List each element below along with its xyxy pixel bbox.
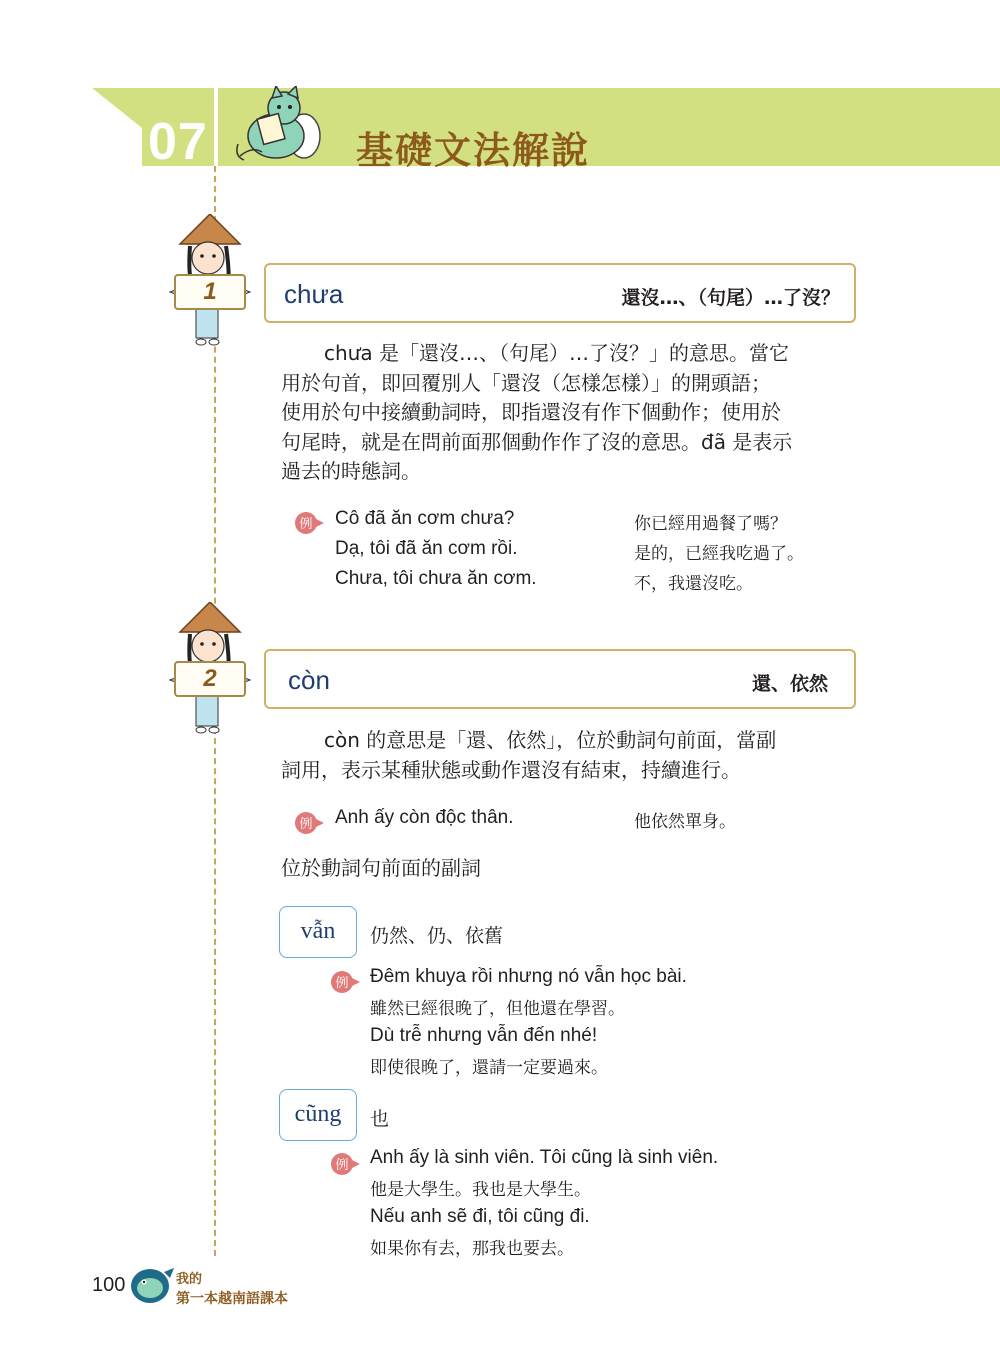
section-number-card: 2 bbox=[174, 661, 246, 697]
example-vietnamese: Anh ấy là sinh viên. Tôi cũng là sinh viên. bbox=[370, 1147, 719, 1168]
lesson-title: 基礎文法解說 bbox=[356, 129, 590, 172]
page-number: 100 bbox=[92, 1274, 126, 1296]
example-chinese: 不，我還沒吃。 bbox=[634, 574, 753, 594]
grammar-meaning: 還、依然 bbox=[751, 673, 828, 695]
example-chinese: 他依然單身。 bbox=[634, 812, 736, 832]
example-icon bbox=[330, 1152, 360, 1176]
grammar-word: chưa bbox=[284, 279, 344, 309]
example-chinese: 即使很晚了，還請一定要過來。 bbox=[370, 1058, 608, 1078]
example-vietnamese: Dạ, tôi đã ăn cơm rồi. bbox=[335, 538, 518, 559]
explanation-line: 句尾時，就是在問前面那個動作作了沒的意思。đã 是表示 bbox=[281, 429, 793, 454]
grammar-word: còn bbox=[288, 665, 330, 695]
cat-reading-icon bbox=[232, 86, 324, 166]
example-vietnamese: Anh ấy còn độc thân. bbox=[335, 807, 514, 828]
example-chinese: 你已經用過餐了嗎？ bbox=[634, 514, 787, 534]
example-chinese: 是的，已經我吃過了。 bbox=[634, 544, 804, 564]
adverb-meaning: 也 bbox=[370, 1108, 390, 1130]
example-icon bbox=[330, 970, 360, 994]
example-chinese: 雖然已經很晚了，但他還在學習。 bbox=[370, 999, 625, 1019]
example-vietnamese: Cô đã ăn cơm chưa? bbox=[335, 508, 515, 529]
explanation-line: 過去的時態詞。 bbox=[281, 459, 421, 483]
example-icon bbox=[294, 811, 324, 835]
adverb-meaning: 仍然、仍、依舊 bbox=[370, 925, 504, 947]
adverb-word-box: vẫn bbox=[279, 906, 357, 958]
svg-text:例: 例 bbox=[335, 976, 349, 991]
explanation-line: 用於句首，即回覆別人「還沒（怎樣怎樣）」的開頭語； bbox=[281, 370, 771, 395]
svg-text:例: 例 bbox=[299, 517, 313, 532]
lesson-number: 07 bbox=[148, 113, 208, 171]
example-vietnamese: Dù trễ nhưng vẫn đến nhé! bbox=[370, 1025, 598, 1046]
explanation-paragraph bbox=[281, 339, 853, 487]
grammar-section-header bbox=[264, 649, 856, 709]
fish-logo-icon bbox=[128, 1264, 176, 1306]
explanation-line: 詞用，表示某種狀態或動作還沒有結束，持續進行。 bbox=[281, 757, 741, 782]
svg-text:例: 例 bbox=[299, 817, 313, 832]
explanation-paragraph bbox=[281, 726, 853, 785]
adverb-word-box: cũng bbox=[279, 1089, 357, 1141]
example-chinese: 如果你有去，那我也要去。 bbox=[370, 1239, 574, 1259]
explanation-line: 使用於句中接續動詞時，即指還沒有作下個動作；使用於 bbox=[281, 400, 781, 424]
explanation-line: chưa 是「還沒…、（句尾）…了沒？」的意思。當它 bbox=[324, 341, 789, 365]
grammar-meaning: 還沒…、（句尾）…了沒？ bbox=[621, 287, 840, 309]
adverbs-heading: 位於動詞句前面的副詞 bbox=[281, 856, 481, 880]
book-title-line1: 我的 bbox=[176, 1272, 203, 1287]
example-chinese: 他是大學生。我也是大學生。 bbox=[370, 1180, 591, 1200]
example-vietnamese: Chưa, tôi chưa ăn cơm. bbox=[335, 568, 537, 589]
example-icon bbox=[294, 511, 324, 535]
grammar-section-header bbox=[264, 263, 856, 323]
example-vietnamese: Nếu anh sẽ đi, tôi cũng đi. bbox=[370, 1206, 590, 1227]
example-vietnamese: Đêm khuya rồi nhưng nó vẫn học bài. bbox=[370, 966, 687, 987]
svg-text:例: 例 bbox=[335, 1158, 349, 1173]
section-number-card: 1 bbox=[174, 274, 246, 310]
book-title-line2: 第一本越南語課本 bbox=[176, 1291, 288, 1307]
explanation-line: còn 的意思是「還、依然」，位於動詞句前面，當副 bbox=[324, 728, 777, 752]
